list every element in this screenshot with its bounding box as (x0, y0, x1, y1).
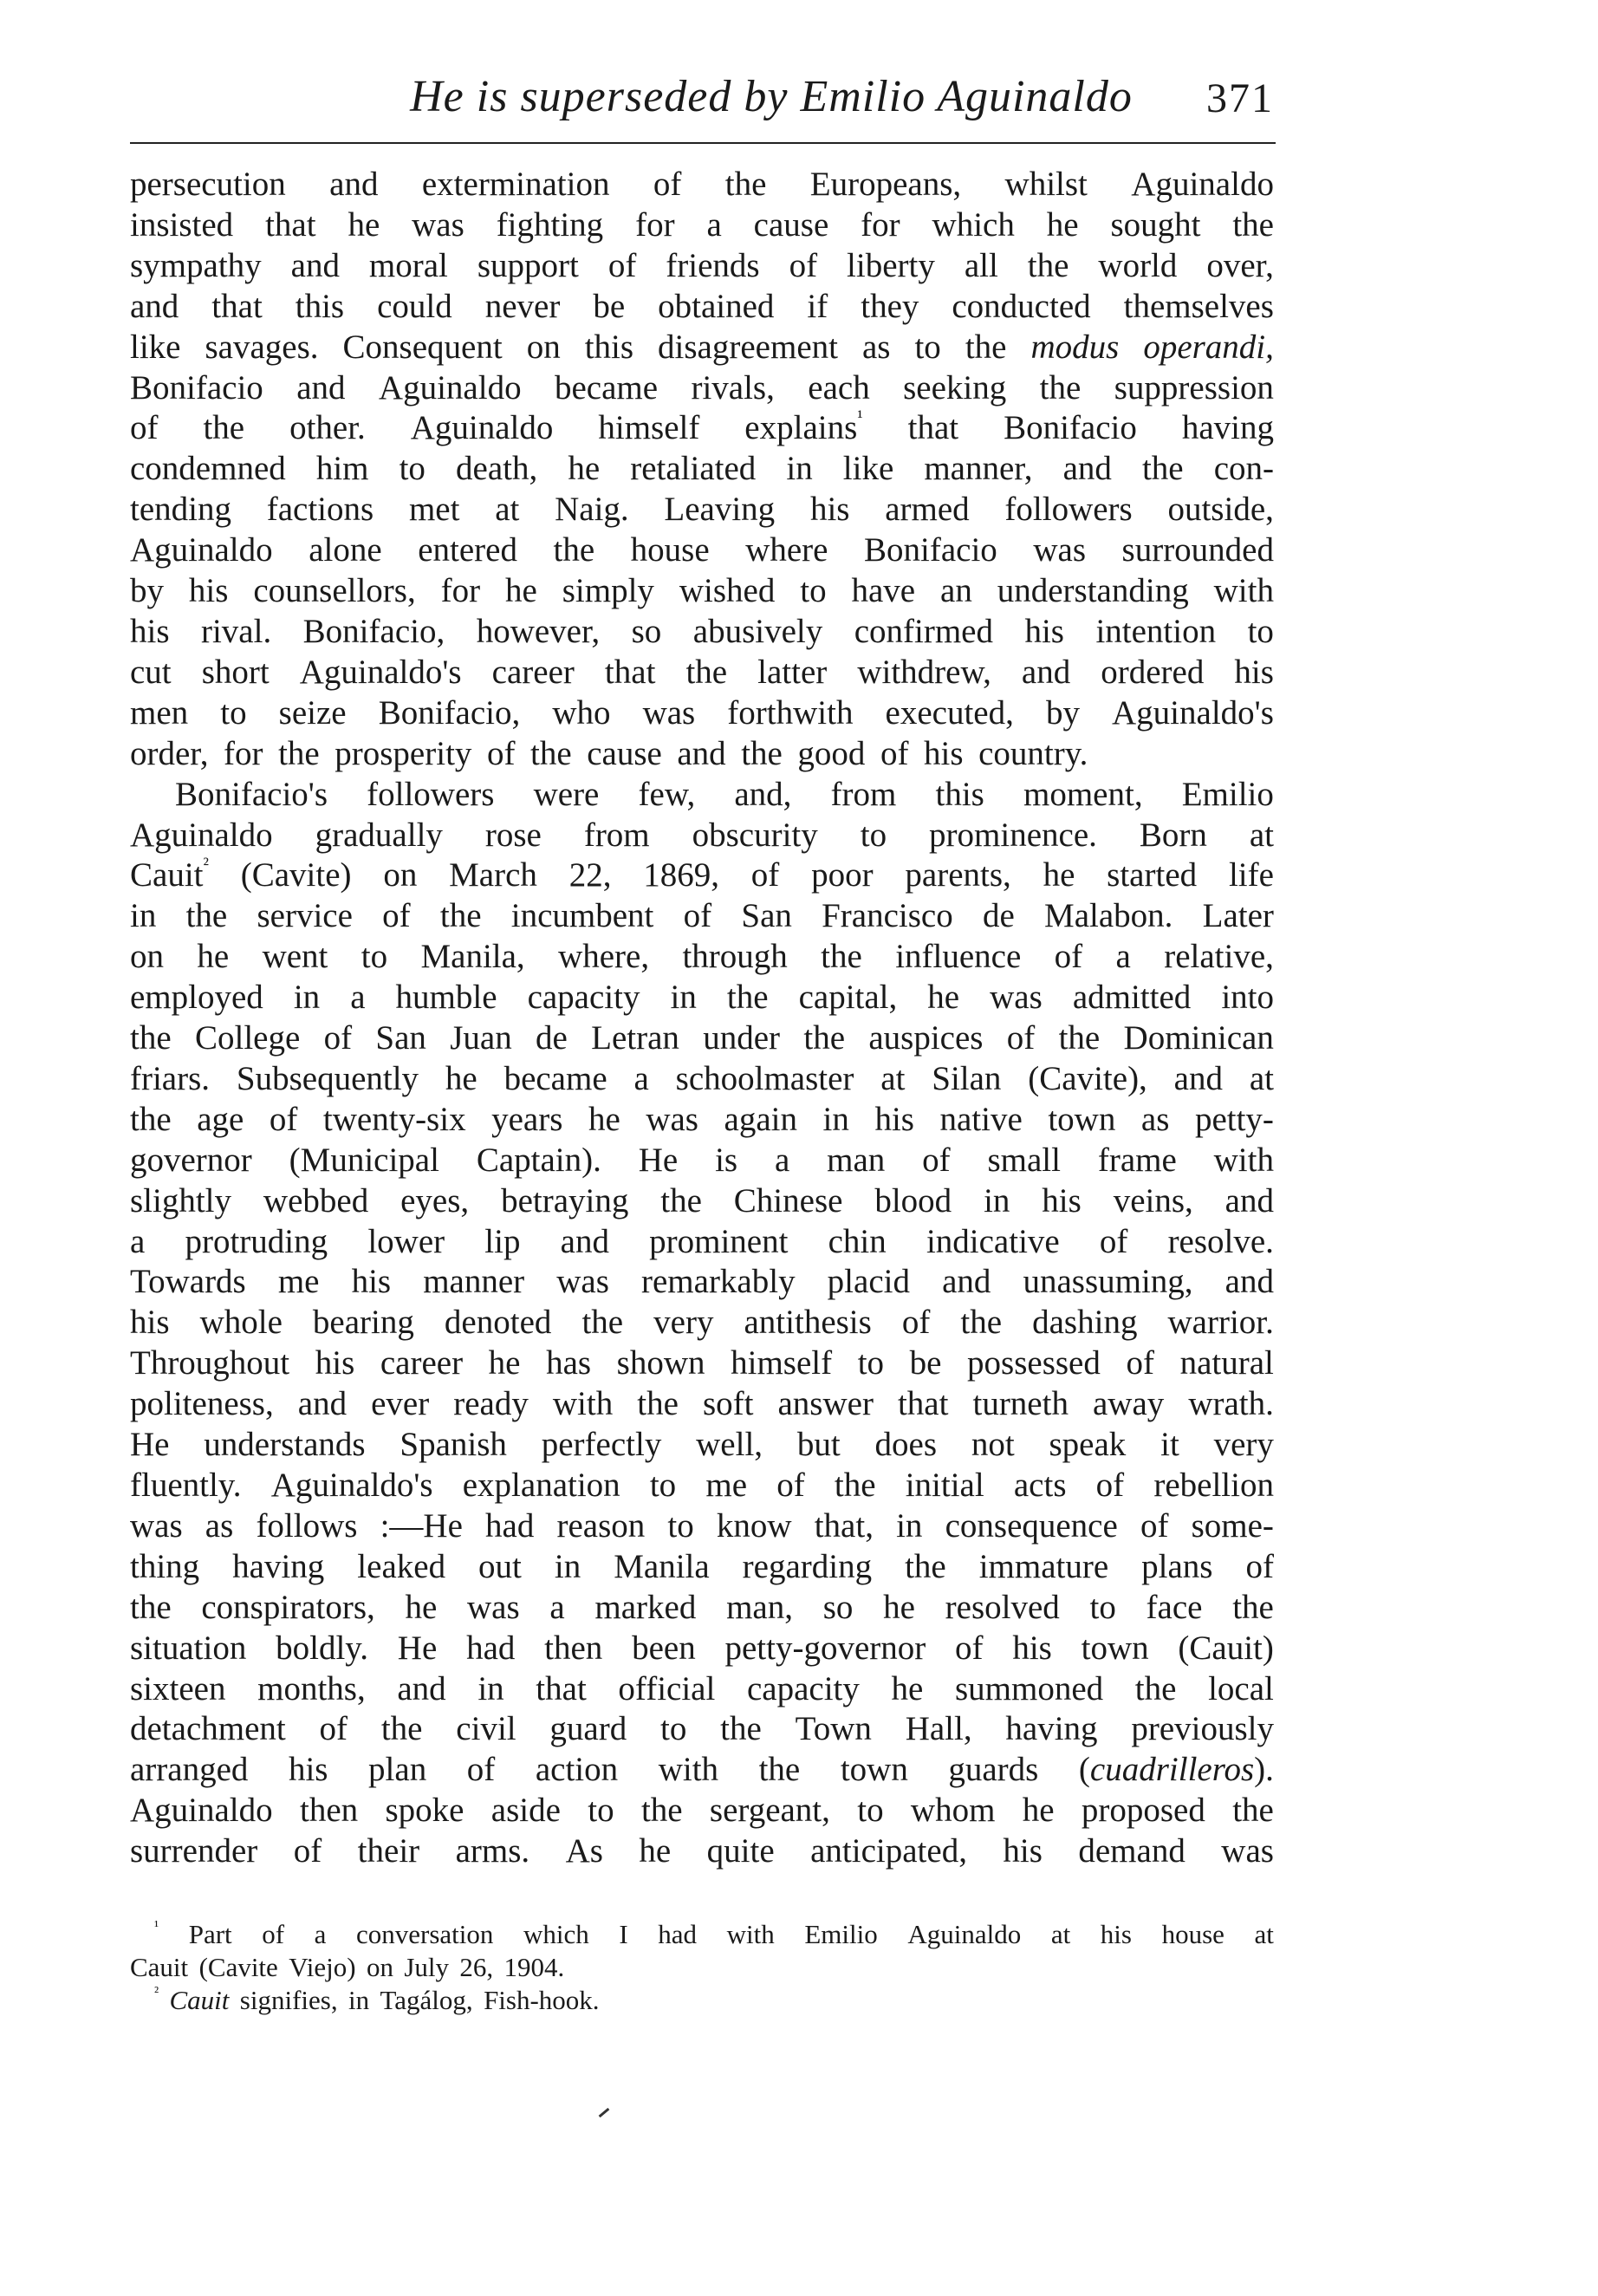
text-line: was as follows :—He had reason to know that, in consequence of some- (130, 1506, 1274, 1545)
text-line: sixteen months, and in that official capacity he summoned the local (130, 1669, 1274, 1707)
text-line: his rival. Bonifacio, however, so abusively confirmed his intention to (130, 612, 1274, 650)
text-line: slightly webbed eyes, betraying the Chinese blood in his veins, and (130, 1181, 1274, 1220)
text-line: order, for the prosperity of the cause and the good of his country. (130, 734, 1088, 772)
text-line: on he went to Manila, where, through the influence of a relative, (130, 938, 1274, 976)
text-line: detachment of the civil guard to the Town Hall, having previously (130, 1710, 1274, 1748)
text-line: Throughout his career he has shown himself to be possessed of natural (130, 1344, 1274, 1382)
text-line: fluently. Aguinaldo's explanation to me of the initial acts of rebellion (130, 1467, 1274, 1504)
text-line: men to seize Bonifacio, who was forthwith executed, by Aguinaldo's (130, 693, 1274, 732)
footnotes (130, 1918, 1274, 2017)
footnote-line: $^{^1}$ Part of a conversation which I had with Emilio Aguinaldo at his house at (154, 1917, 1274, 1949)
text-line: sympathy and moral support of friends of liberty all the world over, (130, 246, 1274, 284)
text-line: situation boldly. He had then been petty-governor of his town (Cauit) (130, 1629, 1274, 1667)
text-line: governor (Municipal Captain). He is a man of small frame with (130, 1141, 1274, 1179)
text-line: thing having leaked out in Manila regarding the immature plans of (130, 1547, 1274, 1585)
text-line: surrender of their arms. As he quite anticipated, his demand was (130, 1832, 1274, 1870)
running-head (130, 71, 1274, 140)
text-line: Bonifacio and Aguinaldo became rivals, each seeking the suppression (130, 368, 1274, 407)
text-line: the conspirators, he was a marked man, so he resolved to face the (130, 1588, 1274, 1626)
text-line: the College of San Juan de Letran under the auspices of the Dominican (130, 1019, 1274, 1057)
text-line: friars. Subsequently he became a schoolmaster at Silan (Cavite), and at (130, 1059, 1274, 1097)
text-line: of the other. Aguinaldo himself explains$^{^1}$ that Bonifacio having (130, 407, 1274, 447)
text-line: Aguinaldo gradually rose from obscurity to prominence. Born at (130, 816, 1274, 854)
text-line: cut short Aguinaldo's career that the latter withdrew, and ordered his (130, 653, 1274, 691)
text-line: the age of twenty-six years he was again in his native town as petty- (130, 1100, 1274, 1138)
text-line: Bonifacio's followers were few, and, from this moment, Emilio (175, 775, 1274, 813)
text-line: in the service of the incumbent of San Francisco de Malabon. Later (130, 897, 1274, 935)
text-line: condemned him to death, he retaliated in like manner, and the con- (130, 450, 1274, 488)
text-line: insisted that he was fighting for a cause for which he sought the (130, 205, 1274, 244)
text-line: arranged his plan of action with the town guards (cuadrilleros). (130, 1751, 1274, 1789)
footnote-line: Cauit (Cavite Viejo) on July 26, 1904. (130, 1952, 565, 1982)
running-title: He is superseded by Emilio Aguinaldo (410, 72, 1133, 121)
text-line: tending factions met at Naig. Leaving his armed followers outside, (130, 491, 1274, 529)
header-rule (130, 142, 1276, 144)
text-line: Aguinaldo then spoke aside to the sergeant, to whom he proposed the (130, 1792, 1274, 1830)
stray-ink-mark (599, 2108, 610, 2117)
text-line: He understands Spanish perfectly well, but does not speak it very (130, 1426, 1274, 1464)
text-line: employed in a humble capacity in the capital, he was admitted into (130, 979, 1274, 1017)
body-text (130, 165, 1274, 1872)
text-line: like savages. Consequent on this disagreement as to the modus operandi, (130, 328, 1274, 366)
footnote-line: $^{^2}$ Cauit signifies, in Tagálog, Fish-hook. (154, 1983, 600, 2015)
text-line: persecution and extermination of the Europeans, whilst Aguinaldo (130, 166, 1274, 203)
text-line: and that this could never be obtained if they conducted themselves (130, 287, 1274, 325)
text-line: Cauit$^{^2}$ (Cavite) on March 22, 1869, of poor parents, he started life (130, 854, 1274, 894)
text-line: politeness, and ever ready with the soft answer that turneth away wrath. (130, 1385, 1274, 1423)
text-line: a protruding lower lip and prominent chin indicative of resolve. (130, 1222, 1274, 1260)
text-line: Towards me his manner was remarkably placid and unassuming, and (130, 1263, 1274, 1301)
page-number: 371 (1206, 75, 1274, 121)
text-line: by his counsellors, for he simply wished to have an understanding with (130, 572, 1274, 610)
text-line: Aguinaldo alone entered the house where Bonifacio was surrounded (130, 531, 1274, 569)
text-line: his whole bearing denoted the very antithesis of the dashing warrior. (130, 1304, 1274, 1342)
